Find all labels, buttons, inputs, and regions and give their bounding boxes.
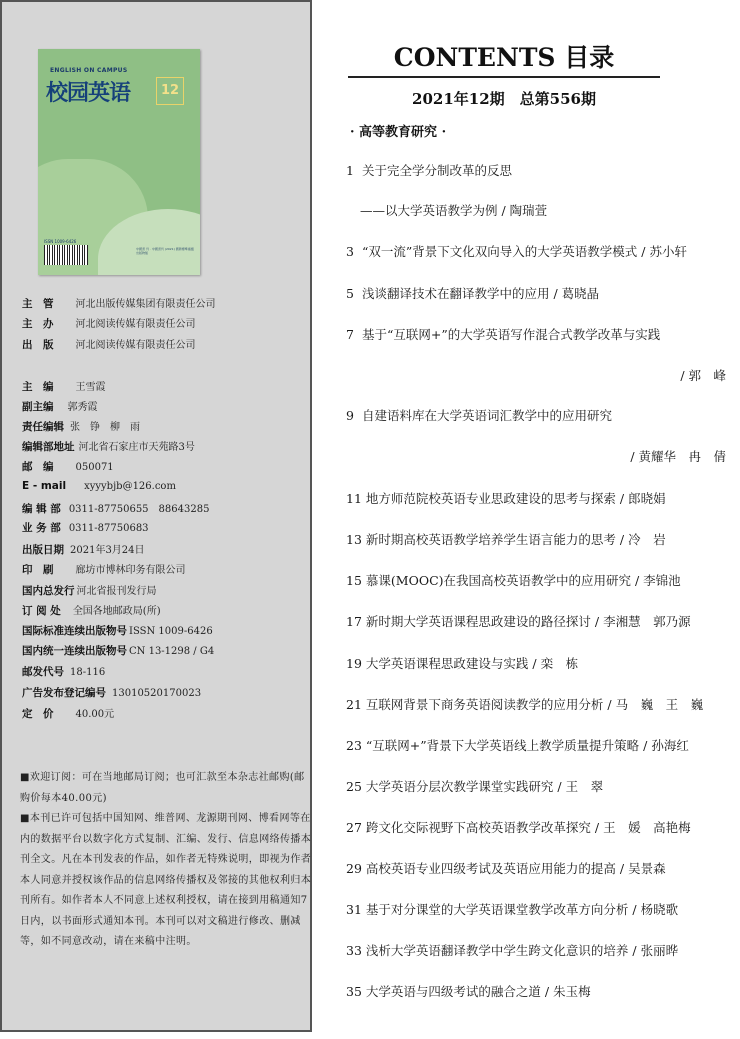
masthead-row: 主 编 王雪霞 bbox=[22, 381, 106, 393]
masthead-row: 主 办 河北阅读传媒有限责任公司 bbox=[22, 318, 196, 330]
toc-entry[interactable]: 11 地方师范院校英语专业思政建设的思考与探索 / 郎晓娟 bbox=[346, 491, 666, 506]
masthead-row: 主 管 河北出版传媒集团有限责任公司 bbox=[22, 298, 216, 310]
toc-entry[interactable]: 3 “双一流”背景下文化双向导入的大学英语教学模式 / 苏小轩 bbox=[346, 244, 687, 259]
masthead-row: 责任编辑 张 铮 柳 雨 bbox=[22, 421, 140, 433]
masthead-row: E - mail xyyybjb@126.com bbox=[22, 480, 176, 492]
masthead-row: 出 版 河北阅读传媒有限责任公司 bbox=[22, 339, 196, 351]
toc-entry[interactable]: 23 “互联网+”背景下大学英语线上教学质量提升策略 / 孙海红 bbox=[346, 738, 689, 753]
toc-entry[interactable]: 21 互联网背景下商务英语阅读教学的应用分析 / 马 巍 王 巍 bbox=[346, 697, 704, 712]
toc-entry[interactable]: 25 大学英语分层次教学课堂实践研究 / 王 翠 bbox=[346, 779, 604, 794]
toc-entry[interactable]: 27 跨文化交际视野下高校英语教学改革探究 / 王 媛 高艳梅 bbox=[346, 820, 691, 835]
note-subscribe: ■欢迎订阅：可在当地邮局订阅；也可汇款至本杂志社邮购(邮购价每本40.00元) bbox=[20, 772, 305, 804]
masthead-row: 国际标准连续出版物号 ISSN 1009-6426 bbox=[22, 625, 213, 637]
title-divider bbox=[348, 76, 660, 78]
toc-entry[interactable]: 19 大学英语课程思政建设与实践 / 栾 栋 bbox=[346, 656, 579, 671]
masthead-row: 邮 编 050071 bbox=[22, 461, 114, 473]
cover-issn: ISSN 1009-6426 bbox=[44, 239, 77, 244]
masthead-panel bbox=[0, 0, 312, 1032]
subscription-notes bbox=[20, 768, 312, 953]
cover-brand-cn: 校园英语 bbox=[46, 81, 131, 106]
masthead-row: 编 辑 部 0311-87750655 88643285 bbox=[22, 503, 210, 515]
toc-entry[interactable]: 13 新时期高校英语教学培养学生语言能力的思考 / 冷 岩 bbox=[346, 532, 666, 547]
toc-entry[interactable]: 33 浅析大学英语翻译教学中学生跨文化意识的培养 / 张丽晔 bbox=[346, 943, 679, 958]
toc-entry[interactable]: 29 高校英语专业四级考试及英语应用能力的提高 / 吴景森 bbox=[346, 861, 666, 876]
toc-entry[interactable]: 31 基于对分课堂的大学英语课堂教学改革方向分析 / 杨晓歌 bbox=[346, 902, 679, 917]
toc-entry[interactable]: 7 基于“互联网+”的大学英语写作混合式教学改革与实践 bbox=[346, 327, 661, 342]
cover-small-text: 中國書 刊 · 中國書刊 (2021) 國際標準連續出版物號 bbox=[136, 247, 194, 255]
cover-brand-en: ENGLISH ON CAMPUS bbox=[50, 67, 128, 74]
section-heading: · 高等教育研究 · bbox=[350, 125, 447, 140]
toc-entry-subtitle[interactable]: ——以大学英语教学为例 / 陶瑞萱 bbox=[360, 203, 548, 218]
toc-entry[interactable]: 9 自建语料库在大学英语词汇教学中的应用研究 bbox=[346, 408, 613, 423]
page-title: CONTENTS 目录 bbox=[393, 43, 615, 72]
toc-entry[interactable]: 17 新时期大学英语课程思政建设的路径探讨 / 李湘慧 郭乃源 bbox=[346, 614, 691, 629]
toc-entry[interactable]: 35 大学英语与四级考试的融合之道 / 朱玉梅 bbox=[346, 984, 591, 999]
masthead-row: 国内总发行 河北省报刊发行局 bbox=[22, 585, 157, 597]
toc-entry[interactable]: 15 慕课(MOOC)在我国高校英语教学中的应用研究 / 李锦池 bbox=[346, 573, 681, 588]
toc-entry[interactable]: 1 关于完全学分制改革的反思 bbox=[346, 163, 513, 178]
cover-issue-number: 12 bbox=[156, 77, 184, 105]
masthead-row: 订 阅 处 全国各地邮政局(所) bbox=[22, 605, 161, 617]
masthead-row: 广告发布登记编号 13010520170023 bbox=[22, 687, 202, 699]
masthead-row: 出版日期 2021年3月24日 bbox=[22, 544, 145, 556]
barcode-icon bbox=[44, 245, 88, 265]
note-copyright: ■本刊已许可包括中国知网、维普网、龙源期刊网、博看网等在内的数据平台以数字化方式复制、汇编、发行、信息网络传播本刊全文。凡在本刊发表的作品，如作者无特殊说明，即视为作者本人同意并授权该作品的信息网络传播权及邻接的其他权利归本刊所有。如作者本人不同意上述权利授权，请在接到用稿通知7日内，以书面形式通知本刊。本刊可以对文稿进行修改、删减等，如不同意改动，请在来稿中注明。 bbox=[20, 813, 312, 947]
toc-entry[interactable]: 5 浅谈翻译技术在翻译教学中的应用 / 葛晓晶 bbox=[346, 286, 600, 301]
cover-image bbox=[38, 49, 200, 275]
toc-author: / 黄耀华 冉 倩 bbox=[630, 449, 726, 464]
masthead-row: 定 价 40.00元 bbox=[22, 708, 115, 720]
issue-info: 2021年12期 总第556期 bbox=[412, 90, 596, 108]
masthead-row: 编辑部地址 河北省石家庄市天苑路3号 bbox=[22, 441, 195, 453]
masthead-row: 印 刷 廊坊市博林印务有限公司 bbox=[22, 564, 186, 576]
masthead-row: 国内统一连续出版物号 CN 13-1298 / G4 bbox=[22, 645, 215, 657]
masthead-row: 业 务 部 0311-87750683 bbox=[22, 522, 149, 534]
masthead-row: 副主编 郭秀霞 bbox=[22, 401, 98, 413]
masthead-row: 邮发代号 18-116 bbox=[22, 666, 106, 678]
toc-author: / 郭 峰 bbox=[680, 368, 726, 383]
